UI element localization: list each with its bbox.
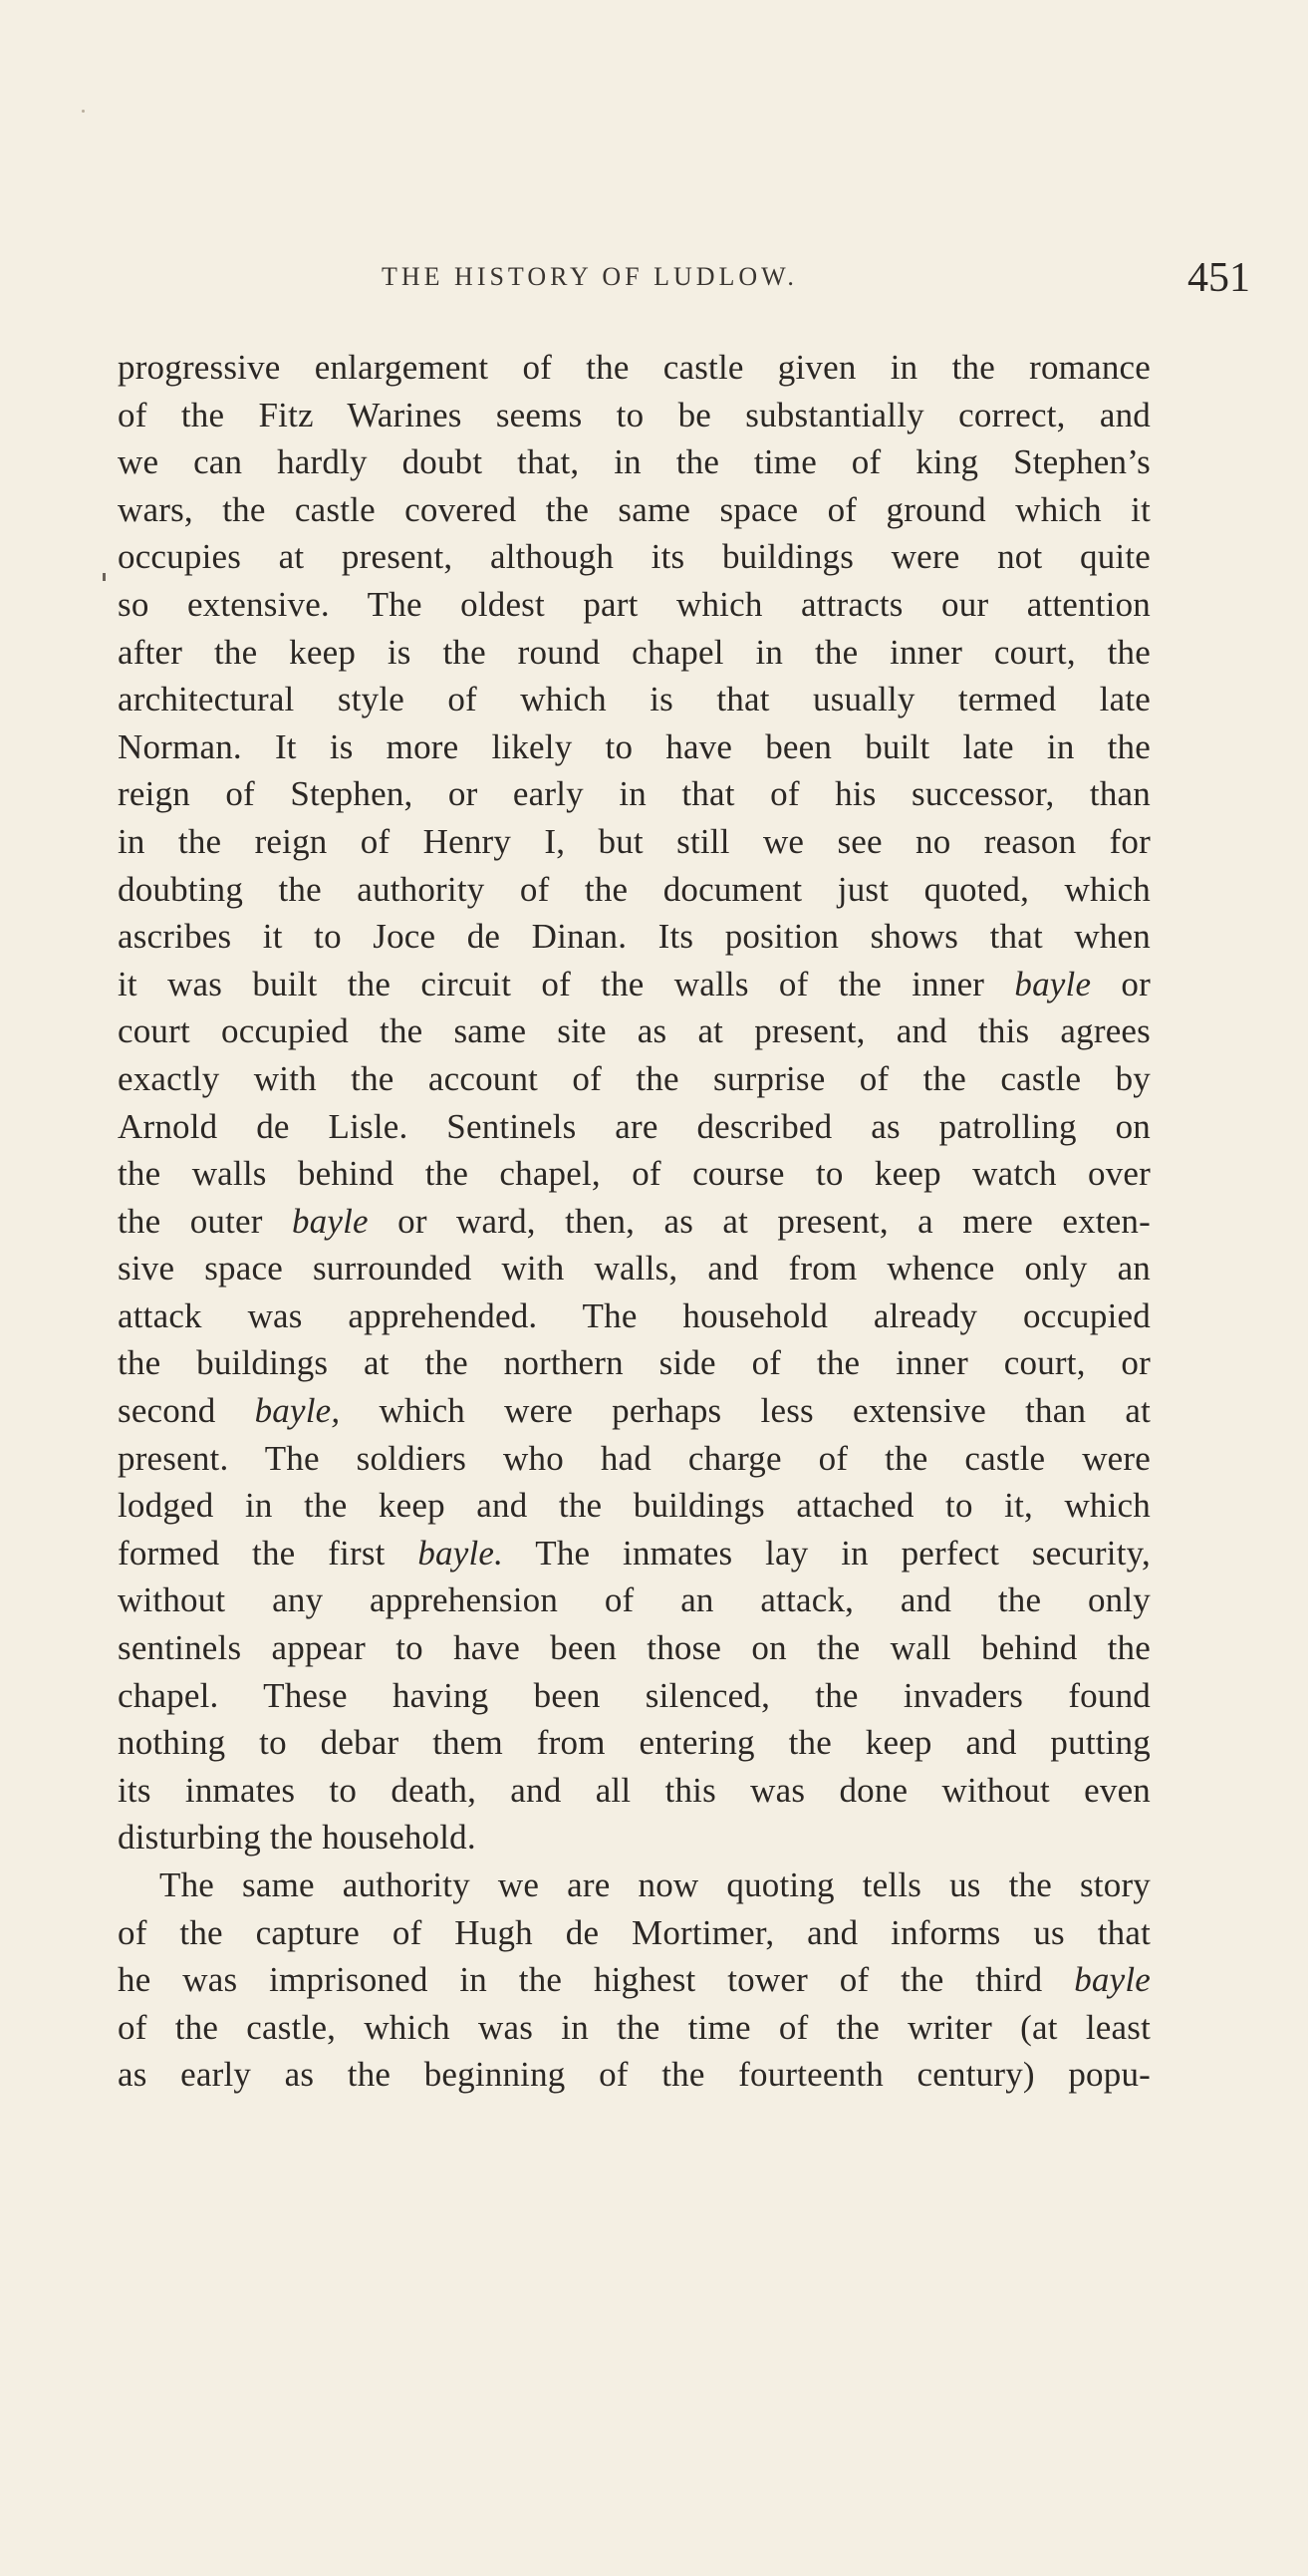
text-line: of the capture of Hugh de Mortimer, and informs us that — [118, 1912, 1151, 1952]
text-segment: The inmates lay in perfect security, — [503, 1533, 1151, 1573]
running-title: THE HISTORY OF LUDLOW. — [382, 262, 798, 291]
text-line: reign of Stephen, or early in that of his successor, than — [118, 774, 1151, 814]
text-line: of the castle, which was in the time of the writer (at least — [118, 2007, 1151, 2047]
text-line: nothing to debar them from entering the keep and putting — [118, 1723, 1151, 1763]
text-line: chapel. These having been silenced, the invaders found — [118, 1675, 1151, 1715]
text-line: Arnold de Lisle. Sentinels are described as patrolling on — [118, 1106, 1151, 1146]
text-line: without any apprehension of an attack, and the only — [118, 1580, 1151, 1620]
text-line: present. The soldiers who had charge of the castle were — [118, 1438, 1151, 1478]
text-line: doubting the authority of the document just quoted, which — [118, 869, 1151, 909]
text-line — [118, 1198, 1151, 1246]
text-line — [118, 1956, 1151, 2004]
text-segment: which were perhaps less extensive than at — [340, 1391, 1151, 1431]
text-line: after the keep is the round chapel in the inner court, the — [118, 632, 1151, 672]
italic-term: bayle — [1074, 1960, 1151, 2000]
body-text — [118, 344, 1151, 2099]
text-line: its inmates to death, and all this was done without even — [118, 1770, 1151, 1810]
text-line: sive space surrounded with walls, and from whence only an — [118, 1249, 1151, 1288]
text-line: ascribes it to Joce de Dinan. Its position shows that when — [118, 917, 1151, 957]
text-segment: it was built the circuit of the walls of the inner — [118, 964, 1015, 1003]
text-line: architectural style of which is that usually termed late — [118, 680, 1151, 719]
text-line: so extensive. The oldest part which attracts our attention — [118, 584, 1151, 624]
text-line: lodged in the keep and the buildings attached to it, which — [118, 1486, 1151, 1526]
text-line: the buildings at the northern side of the inner court, or — [118, 1343, 1151, 1383]
text-line: occupies at present, although its buildings were not quite — [118, 537, 1151, 577]
text-segment: second — [118, 1391, 255, 1431]
italic-term: bayle, — [254, 1391, 341, 1431]
text-line: we can hardly doubt that, in the time of king Stephen’s — [118, 442, 1151, 482]
text-line: wars, the castle covered the same space of ground which it — [118, 489, 1151, 529]
page-header — [224, 254, 1250, 304]
text-line: in the reign of Henry I, but still we see no reason for — [118, 821, 1151, 861]
text-segment: or — [1091, 964, 1151, 1003]
italic-term: bayle — [1014, 964, 1092, 1003]
text-line: progressive enlargement of the castle given in the romance — [118, 348, 1151, 387]
text-line — [118, 1387, 1151, 1435]
margin-mark — [103, 573, 106, 581]
page-number: 451 — [1187, 255, 1250, 301]
text-segment: he was imprisoned in the highest tower of the third — [118, 1960, 1075, 2000]
text-line: The same authority we are now quoting tells us the story — [159, 1865, 1151, 1904]
text-segment: or ward, then, as at present, a mere exten- — [368, 1201, 1151, 1241]
text-segment: formed the first — [118, 1533, 418, 1573]
text-line — [118, 961, 1151, 1008]
text-line: the walls behind the chapel, of course to keep watch over — [118, 1154, 1151, 1194]
text-line: exactly with the account of the surprise of the castle by — [118, 1058, 1151, 1098]
text-line: court occupied the same site as at present, and this agrees — [118, 1011, 1151, 1051]
text-line: Norman. It is more likely to have been built late in the — [118, 726, 1151, 766]
text-line: of the Fitz Warines seems to be substantially correct, and — [118, 395, 1151, 434]
text-segment: the outer — [118, 1201, 292, 1241]
paper-speck — [82, 110, 85, 113]
italic-term: bayle. — [417, 1533, 504, 1573]
text-line: as early as the beginning of the fourteenth century) popu- — [118, 2055, 1151, 2095]
text-line: sentinels appear to have been those on the wall behind the — [118, 1628, 1151, 1668]
text-line — [118, 1530, 1151, 1577]
text-line: attack was apprehended. The household already occupied — [118, 1295, 1151, 1335]
text-line: disturbing the household. — [118, 1818, 476, 1858]
italic-term: bayle — [291, 1201, 369, 1241]
